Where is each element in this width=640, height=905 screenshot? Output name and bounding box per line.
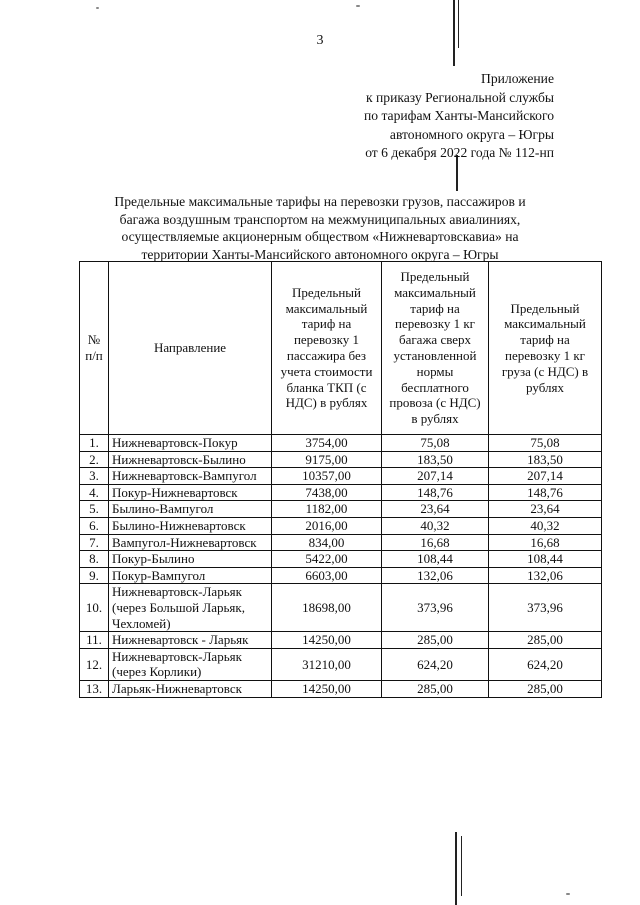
baggage-tariff-cell: 148,76 [382,484,489,501]
appendix-line: автономного округа – Югры [389,126,554,142]
passenger-tariff-cell: 14250,00 [272,680,382,697]
passenger-tariff-cell: 1182,00 [272,501,382,518]
passenger-tariff-cell: 7438,00 [272,484,382,501]
cargo-tariff-cell: 207,14 [489,468,602,485]
passenger-tariff-cell: 5422,00 [272,551,382,568]
baggage-tariff-cell: 624,20 [382,648,489,680]
passenger-tariff-cell: 3754,00 [272,435,382,452]
passenger-tariff-cell: 9175,00 [272,451,382,468]
direction-cell: Нижневартовск-Покур [109,435,272,452]
baggage-tariff-cell: 132,06 [382,567,489,584]
direction-cell: Нижневартовск-Ларьяк (через Корлики) [109,648,272,680]
passenger-tariff-cell: 14250,00 [272,632,382,649]
cargo-tariff-cell: 16,68 [489,534,602,551]
row-number-cell: 10. [80,584,109,632]
scan-artifact-line [455,832,457,905]
cargo-tariff-cell: 132,06 [489,567,602,584]
passenger-tariff-cell: 31210,00 [272,648,382,680]
title-line: территории Ханты-Мансийского автономного округа – Югры [141,246,499,262]
header-number [80,262,109,435]
table-row [80,451,602,468]
direction-cell: Покур-Вампугол [109,567,272,584]
title-line: Предельные максимальные тарифы на перевозки грузов, пассажиров и [114,194,526,209]
row-number-cell: 5. [80,501,109,518]
title-line: багажа воздушным транспортом на межмуниципальных авиалиниях, [119,211,521,227]
direction-cell: Ларьяк-Нижневартовск [109,680,272,697]
table-row [80,632,602,649]
table-header-row [80,262,602,435]
baggage-tariff-cell: 285,00 [382,632,489,649]
scan-artifact-line [461,836,462,896]
baggage-tariff-cell: 108,44 [382,551,489,568]
scan-artifact-dot [566,893,570,895]
header-passenger-tariff: Предельный максимальный тариф на перевозку 1 пассажира без учета стоимости бланка ТКП (с НДС) в рублях [272,262,382,435]
cargo-tariff-cell: 108,44 [489,551,602,568]
appendix-line: от 6 декабря 2022 года № 112-нп [365,145,554,161]
baggage-tariff-cell: 40,32 [382,517,489,534]
cargo-tariff-cell: 183,50 [489,451,602,468]
row-number-cell: 6. [80,517,109,534]
cargo-tariff-cell: 285,00 [489,680,602,697]
table-body [80,435,602,698]
row-number-cell: 1. [80,435,109,452]
row-number-cell: 9. [80,567,109,584]
cargo-tariff-cell: 624,20 [489,648,602,680]
table-row [80,435,602,452]
baggage-tariff-cell: 16,68 [382,534,489,551]
scan-artifact-dot [356,5,360,7]
table-row [80,534,602,551]
row-number-cell: 13. [80,680,109,697]
document-title [60,193,580,263]
direction-cell: Нижневартовск-Ларьяк (через Большой Ларьяк, Чехломей) [109,584,272,632]
direction-cell: Покур-Нижневартовск [109,484,272,501]
appendix-line: по тарифам Ханты-Мансийского [363,108,554,124]
baggage-tariff-cell: 183,50 [382,451,489,468]
row-number-cell: 3. [80,468,109,485]
cargo-tariff-cell: 23,64 [489,501,602,518]
baggage-tariff-cell: 23,64 [382,501,489,518]
table-row [80,680,602,697]
cargo-tariff-cell: 75,08 [489,435,602,452]
tariff-table [79,261,602,698]
row-number-cell: 8. [80,551,109,568]
baggage-tariff-cell: 285,00 [382,680,489,697]
row-number-cell: 4. [80,484,109,501]
passenger-tariff-cell: 10357,00 [272,468,382,485]
direction-cell: Покур-Былино [109,551,272,568]
scan-artifact-dot [96,7,99,9]
header-number-abbr: п/п [85,348,103,363]
header-direction: Направление [109,262,272,435]
baggage-tariff-cell: 373,96 [382,584,489,632]
appendix-line: к приказу Региональной службы [366,89,554,105]
table-row [80,551,602,568]
appendix-line: Приложение [481,71,554,86]
header-number-sign: № [87,332,101,348]
table-row [80,517,602,534]
cargo-tariff-cell: 148,76 [489,484,602,501]
baggage-tariff-cell: 207,14 [382,468,489,485]
passenger-tariff-cell: 834,00 [272,534,382,551]
title-line: осуществляемые акционерным обществом «Нижневартовскавиа» на [121,229,519,244]
direction-cell: Нижневартовск-Былино [109,451,272,468]
direction-cell: Былино-Вампугол [109,501,272,518]
direction-cell: Былино-Нижневартовск [109,517,272,534]
passenger-tariff-cell: 2016,00 [272,517,382,534]
row-number-cell: 2. [80,451,109,468]
table-row [80,648,602,680]
direction-cell: Нижневартовск - Ларьяк [109,632,272,649]
passenger-tariff-cell: 18698,00 [272,584,382,632]
passenger-tariff-cell: 6603,00 [272,567,382,584]
row-number-cell: 7. [80,534,109,551]
baggage-tariff-cell: 75,08 [382,435,489,452]
direction-cell: Нижневартовск-Вампугол [109,468,272,485]
row-number-cell: 12. [80,648,109,680]
direction-cell: Вампугол-Нижневартовск [109,534,272,551]
table-row [80,468,602,485]
cargo-tariff-cell: 285,00 [489,632,602,649]
cargo-tariff-cell: 40,32 [489,517,602,534]
cargo-tariff-cell: 373,96 [489,584,602,632]
appendix-block [254,70,554,163]
header-baggage-tariff: Предельный максимальный тариф на перевозку 1 кг багажа сверх установленной нормы бесплатного провоза (с НДС) в рублях [382,262,489,435]
table-row [80,584,602,632]
table-row [80,501,602,518]
header-cargo-tariff: Предельный максимальный тариф на перевозку 1 кг груза (с НДС) в рублях [489,262,602,435]
page-number: 3 [316,33,324,48]
table-row [80,567,602,584]
row-number-cell: 11. [80,632,109,649]
table-row [80,484,602,501]
